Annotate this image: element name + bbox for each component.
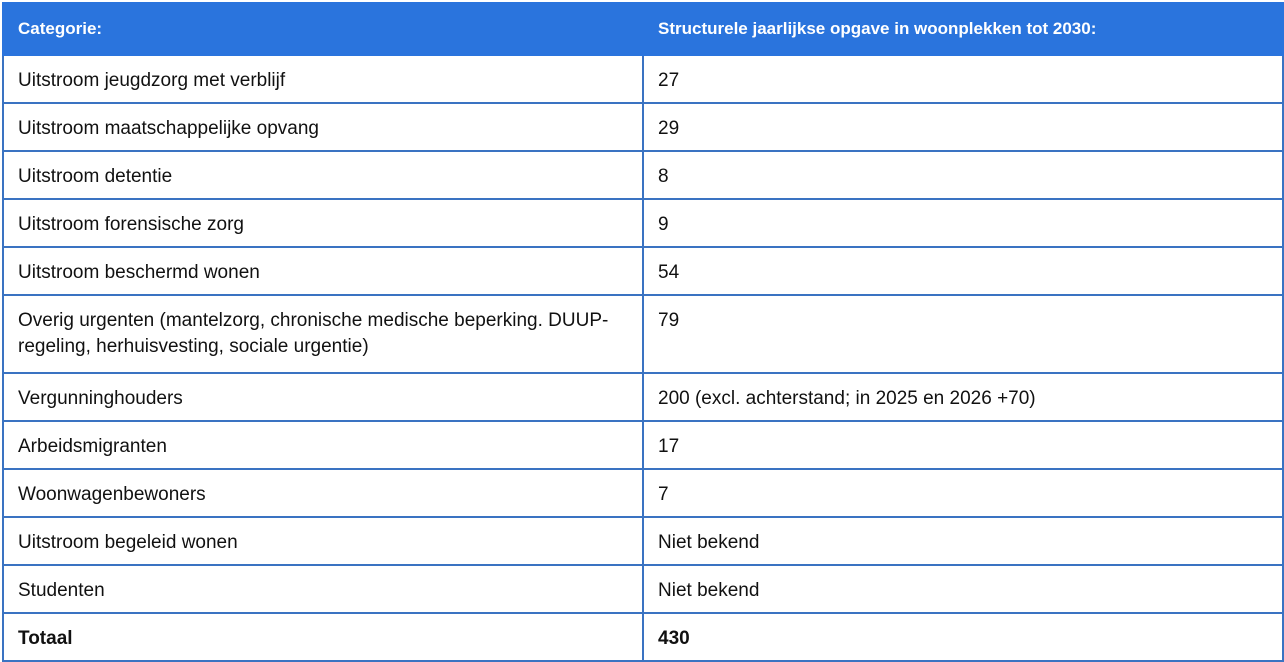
- header-category: Categorie:: [3, 3, 643, 55]
- table-header-row: [3, 3, 1283, 55]
- total-value: 430: [643, 613, 1283, 661]
- total-label: Totaal: [3, 613, 643, 661]
- table-row: [3, 469, 1283, 517]
- table-row: [3, 421, 1283, 469]
- cell-value: Niet bekend: [643, 517, 1283, 565]
- cell-category: Uitstroom forensische zorg: [3, 199, 643, 247]
- cell-category: Uitstroom jeugdzorg met verblijf: [3, 55, 643, 103]
- table-row: [3, 199, 1283, 247]
- table-total-row: [3, 613, 1283, 661]
- cell-category: Uitstroom begeleid wonen: [3, 517, 643, 565]
- cell-value: 54: [643, 247, 1283, 295]
- table-row: [3, 151, 1283, 199]
- cell-category: Vergunninghouders: [3, 373, 643, 421]
- cell-value: 29: [643, 103, 1283, 151]
- cell-value: 27: [643, 55, 1283, 103]
- cell-value: 17: [643, 421, 1283, 469]
- header-annual-task: Structurele jaarlijkse opgave in woonplekken tot 2030:: [643, 3, 1283, 55]
- cell-category: Studenten: [3, 565, 643, 613]
- cell-value: 200 (excl. achterstand; in 2025 en 2026 +70): [643, 373, 1283, 421]
- table-row: [3, 373, 1283, 421]
- table-row: [3, 517, 1283, 565]
- cell-category: Arbeidsmigranten: [3, 421, 643, 469]
- cell-value: 79: [643, 295, 1283, 373]
- cell-value: 8: [643, 151, 1283, 199]
- table-row: [3, 565, 1283, 613]
- cell-value: 9: [643, 199, 1283, 247]
- cell-category: Uitstroom maatschappelijke opvang: [3, 103, 643, 151]
- table-row: [3, 103, 1283, 151]
- cell-category: Woonwagenbewoners: [3, 469, 643, 517]
- cell-category: Overig urgenten (mantelzorg, chronische medische beperking. DUUP-regeling, herhuisvesting, sociale urgentie): [3, 295, 643, 373]
- housing-table-container: [2, 2, 1282, 662]
- housing-task-table: [2, 2, 1284, 662]
- table-row: [3, 295, 1283, 373]
- cell-category: Uitstroom beschermd wonen: [3, 247, 643, 295]
- table-row: [3, 247, 1283, 295]
- cell-category: Uitstroom detentie: [3, 151, 643, 199]
- table-row: [3, 55, 1283, 103]
- cell-value: Niet bekend: [643, 565, 1283, 613]
- cell-value: 7: [643, 469, 1283, 517]
